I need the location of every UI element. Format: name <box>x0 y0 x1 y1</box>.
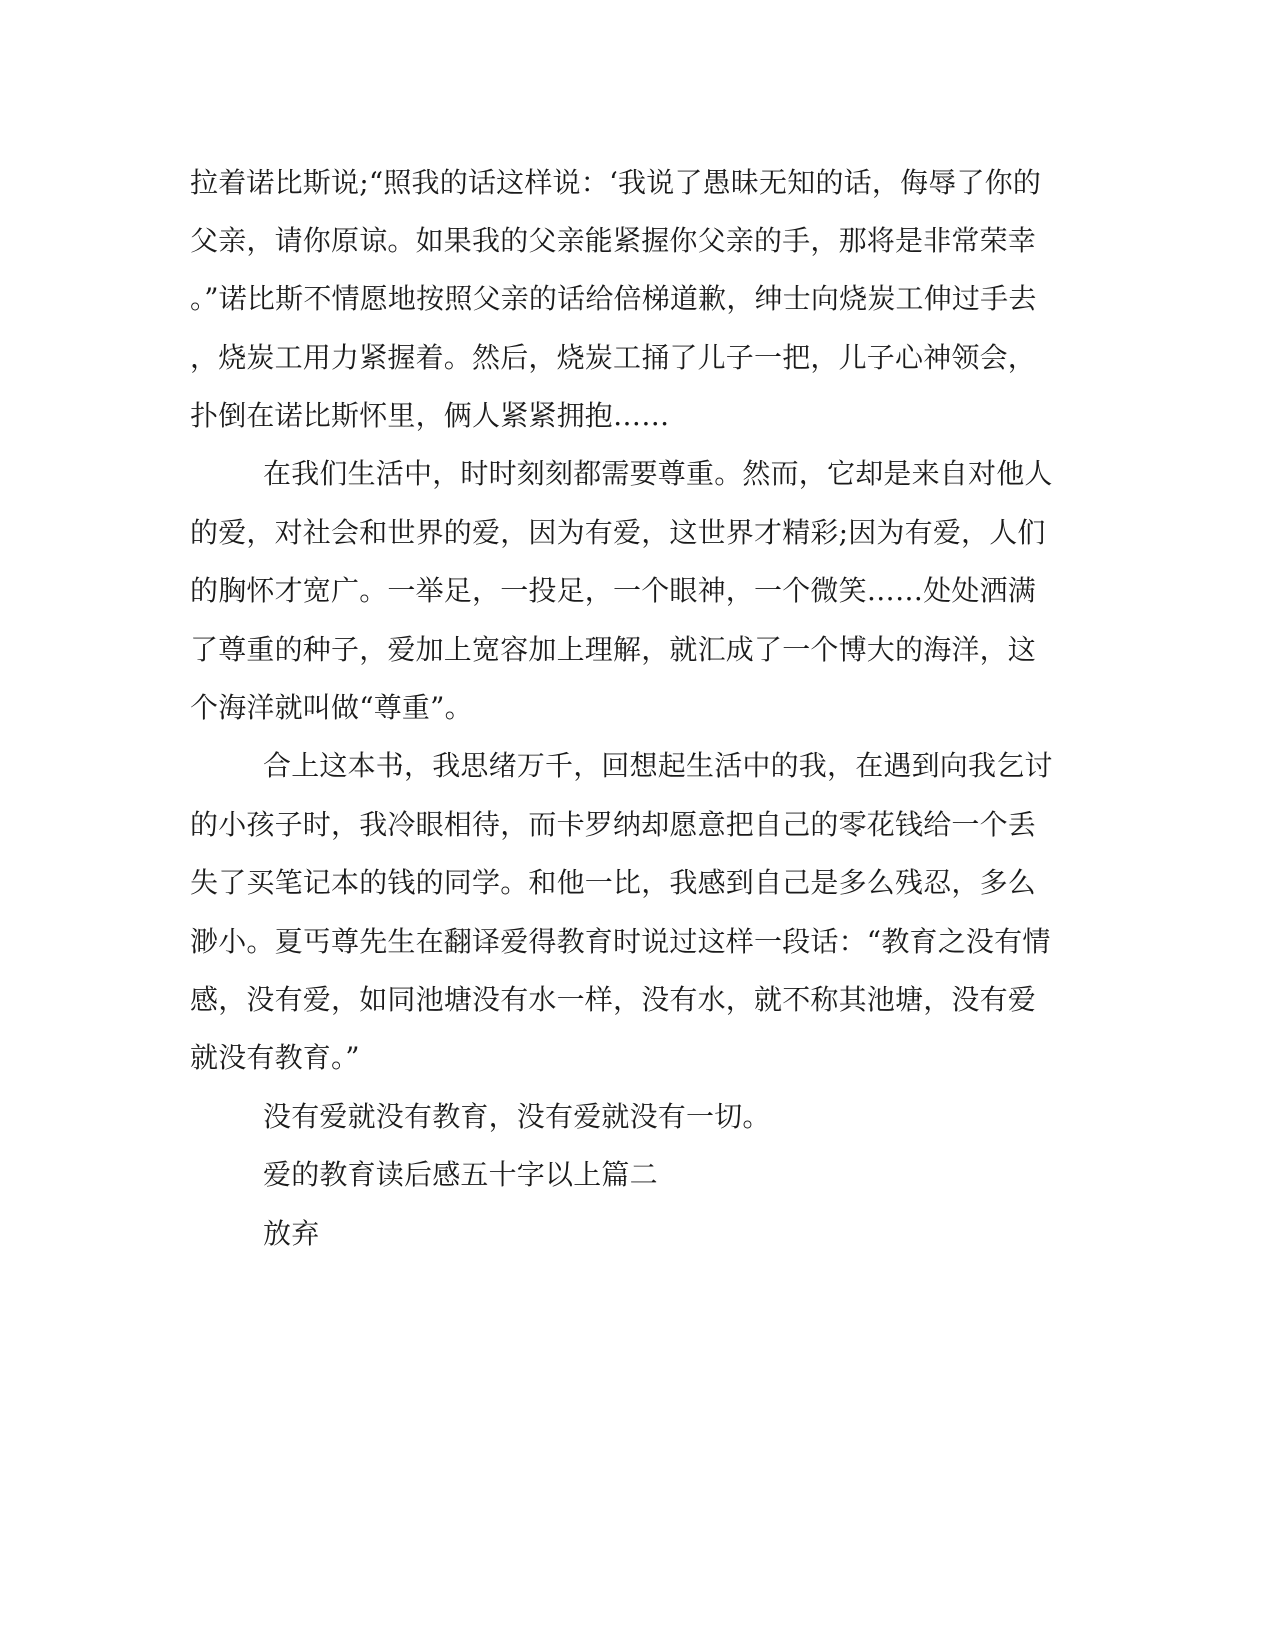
paragraph-line: 失了买笔记本的钱的同学。和他一比，我感到自己是多么残忍，多么 <box>190 866 1037 899</box>
paragraph-line: 没有爱就没有教育，没有爱就没有一切。 <box>263 1100 771 1133</box>
paragraph-line: 的爱，对社会和世界的爱，因为有爱，这世界才精彩;因为有爱，人们 <box>190 516 1046 549</box>
paragraph-line: 父亲，请你原谅。如果我的父亲能紧握你父亲的手，那将是非常荣幸 <box>190 224 1037 257</box>
paragraph-line: 。”诺比斯不情愿地按照父亲的话给倍梯道歉，绅士向烧炭工伸过手去 <box>190 282 1037 315</box>
paragraph-line: 合上这本书，我思绪万千，回想起生活中的我，在遇到向我乞讨 <box>263 749 1053 782</box>
section-heading: 爱的教育读后感五十字以上篇二 <box>263 1158 658 1191</box>
paragraph-line: 的胸怀才宽广。一举足，一投足，一个眼神，一个微笑……处处洒满 <box>190 574 1037 607</box>
paragraph-line: 个海洋就叫做“尊重”。 <box>190 691 473 724</box>
paragraph-line: ，烧炭工用力紧握着。然后，烧炭工捅了儿子一把，儿子心神领会， <box>190 341 1037 374</box>
paragraph-line: 感，没有爱，如同池塘没有水一样，没有水，就不称其池塘，没有爱 <box>190 983 1037 1016</box>
paragraph-line: 渺小。夏丐尊先生在翻译爱得教育时说过这样一段话：“教育之没有情 <box>190 925 1051 958</box>
paragraph-line: 在我们生活中，时时刻刻都需要尊重。然而，它却是来自对他人 <box>263 457 1053 490</box>
paragraph-line: 拉着诺比斯说;“照我的话这样说：‘我说了愚昧无知的话，侮辱了你的 <box>190 166 1042 199</box>
paragraph-line: 放弃 <box>263 1217 320 1250</box>
paragraph-line: 的小孩子时，我冷眼相待，而卡罗纳却愿意把自己的零花钱给一个丢 <box>190 808 1037 841</box>
paragraph-line: 了尊重的种子，爱加上宽容加上理解，就汇成了一个博大的海洋，这 <box>190 633 1037 666</box>
paragraph-line: 扑倒在诺比斯怀里，俩人紧紧拥抱…… <box>190 399 670 432</box>
paragraph-line: 就没有教育。” <box>190 1041 360 1074</box>
